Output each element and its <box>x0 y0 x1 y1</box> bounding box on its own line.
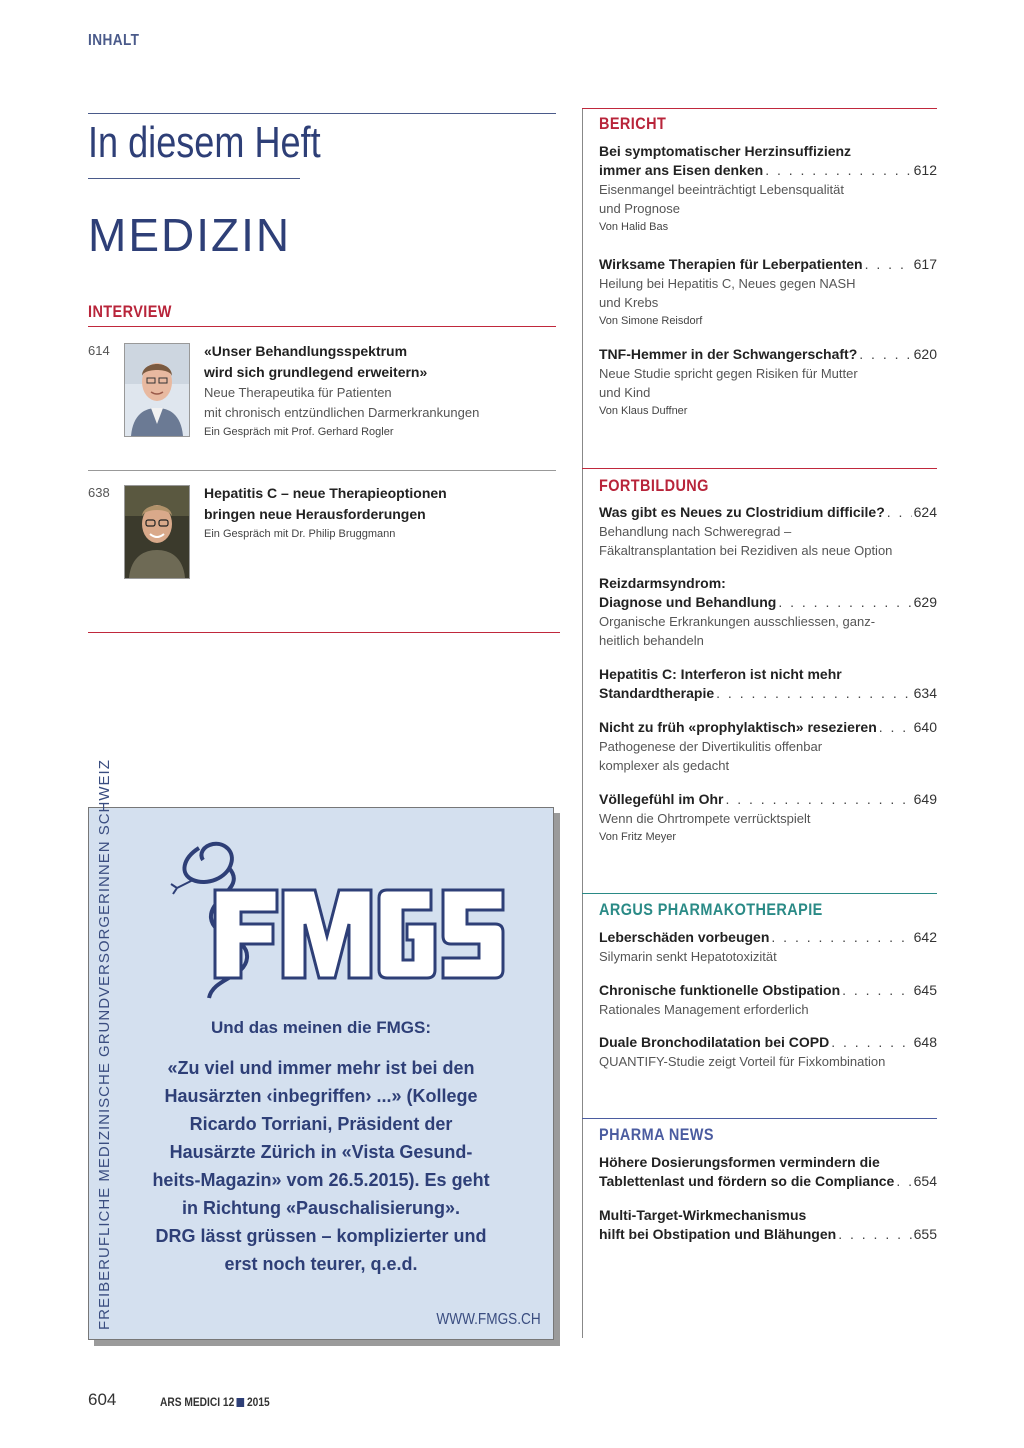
entry-title: Was gibt es Neues zu Clostridium difficile? <box>599 504 885 520</box>
interview-page-number: 638 <box>88 485 110 500</box>
pharma-rule <box>582 1118 937 1119</box>
entry-page: 654 <box>913 1173 937 1189</box>
entry-subtitle: komplexer als gedacht <box>599 758 730 773</box>
ad-url-link[interactable]: WWW.FMGS.CH <box>436 1311 541 1328</box>
magazine-name: ARS MEDICI 12 <box>160 1395 235 1409</box>
entry-subtitle: Heilung bei Hepatitis C, Neues gegen NASH <box>599 276 856 291</box>
interview-item[interactable] <box>204 341 479 441</box>
interview-rule <box>88 326 556 327</box>
entry-subtitle: und Kind <box>599 385 651 400</box>
page-title: In diesem Heft <box>88 118 321 167</box>
entry-page: 655 <box>913 1226 937 1242</box>
fortbildung-section-label: FORTBILDUNG <box>599 476 709 495</box>
entry-author: Von Simone Reisdorf <box>599 315 703 327</box>
interview-title-line: Hepatitis C – neue Therapieoptionen <box>204 485 447 501</box>
toc-entry[interactable] <box>599 1206 937 1244</box>
entry-author: Von Halid Bas <box>599 221 669 233</box>
quote-line: «Zu viel und immer mehr ist bei den <box>167 1058 475 1078</box>
entry-title: Diagnose und Behandlung <box>599 594 777 610</box>
top-rule-left <box>88 113 556 114</box>
entry-subtitle: und Krebs <box>599 295 659 310</box>
toc-entry[interactable] <box>599 503 937 560</box>
quote-line: Hausärzten ‹inbegriffen› ...» (Kollege <box>164 1086 478 1106</box>
entry-title: TNF-Hemmer in der Schwangerschaft? <box>599 346 858 362</box>
entry-subtitle: Behandlung nach Schweregrad – <box>599 524 792 539</box>
fmgs-ad[interactable] <box>88 759 554 1340</box>
footer-page-number: 604 <box>88 1390 117 1409</box>
entry-page: 649 <box>913 791 937 807</box>
entry-title: hilft bei Obstipation und Blähungen <box>599 1226 837 1242</box>
interview-page-number: 614 <box>88 343 110 358</box>
entry-subtitle: Rationales Management erforderlich <box>599 1002 809 1017</box>
interview-title-line: bringen neue Herausforderungen <box>204 506 426 522</box>
entry-title: Duale Bronchodilatation bei COPD <box>599 1034 830 1050</box>
entry-pre-title: Höhere Dosierungsformen vermindern die <box>599 1154 880 1170</box>
toc-entry[interactable] <box>599 928 937 966</box>
quote-line: DRG lässt grüssen – komplizierter und <box>155 1226 487 1246</box>
toc-entry[interactable] <box>599 981 937 1019</box>
fmgs-logo-icon <box>169 828 509 1008</box>
toc-entry[interactable] <box>599 790 937 846</box>
toc-entry[interactable] <box>599 1153 937 1191</box>
entry-page: 624 <box>913 504 937 520</box>
entry-pre-title: Multi-Target-Wirkmechanismus <box>599 1207 807 1223</box>
entry-page: 629 <box>913 594 937 610</box>
title-underline <box>88 178 300 179</box>
entry-subtitle: Pathogenese der Divertikulitis offenbar <box>599 739 823 754</box>
toc-entry[interactable] <box>599 574 937 650</box>
toc-entry[interactable] <box>599 1033 937 1071</box>
bericht-section-label: BERICHT <box>599 114 667 133</box>
entry-pre-title: Reizdarmsyndrom: <box>599 575 726 591</box>
entry-title: immer ans Eisen denken <box>599 162 764 178</box>
argus-rule <box>582 893 937 894</box>
quote-line: in Richtung «Pauschalisierung». <box>181 1198 461 1218</box>
entry-page: 612 <box>913 162 937 178</box>
ad-quote <box>109 1054 533 1278</box>
entry-title: Wirksame Therapien für Leberpatienten <box>599 256 863 272</box>
argus-section-label: ARGUS PHARMAKOTHERAPIE <box>599 900 823 919</box>
toc-entry[interactable] <box>599 665 937 703</box>
magazine-year: 2015 <box>247 1395 270 1409</box>
interview-subtitle-line: Neue Therapeutika für Patienten <box>204 385 392 400</box>
interview-author: Ein Gespräch mit Dr. Philip Bruggmann <box>204 528 396 540</box>
entry-title: Nicht zu früh «prophylaktisch» resezieren <box>599 719 877 735</box>
category-title: MEDIZIN <box>88 209 292 261</box>
interview-title-line: wird sich grundlegend erweitern» <box>204 364 428 380</box>
entry-page: 642 <box>913 929 937 945</box>
toc-entry[interactable] <box>599 345 937 420</box>
entry-page: 648 <box>913 1034 937 1050</box>
interview-title-line: «Unser Behandlungsspektrum <box>204 343 408 359</box>
entry-pre-title: Bei symptomatischer Herzinsuffizienz <box>599 143 852 159</box>
entry-page: 640 <box>913 719 937 735</box>
ad-side-text: FREIBERUFLICHE MEDIZINISCHE GRUNDVERSORGERINNEN SCHWEIZ <box>96 759 113 1330</box>
entry-title: Chronische funktionelle Obstipation <box>599 982 841 998</box>
interview-section-label: INTERVIEW <box>88 302 172 321</box>
entry-subtitle: Wenn die Ohrtrompete verrücktspielt <box>599 811 811 826</box>
entry-page: 617 <box>913 256 937 272</box>
portrait-photo <box>124 485 190 579</box>
entry-subtitle: Fäkaltransplantation bei Rezidiven als neue Option <box>599 543 893 558</box>
entry-subtitle: heitlich behandeln <box>599 633 704 648</box>
column-divider <box>582 108 583 1338</box>
entry-subtitle: Neue Studie spricht gegen Risiken für Mutter <box>599 366 858 381</box>
entry-subtitle: und Prognose <box>599 201 680 216</box>
quote-line: erst noch teurer, q.e.d. <box>224 1254 418 1274</box>
toc-entry[interactable] <box>599 718 937 775</box>
entry-title: Leberschäden vorbeugen <box>599 929 770 945</box>
quote-line: Hausärzte Zürich in «Vista Gesund- <box>169 1142 473 1162</box>
entry-subtitle: Silymarin senkt Hepatotoxizität <box>599 949 777 964</box>
entry-title: Völlegefühl im Ohr <box>599 791 724 807</box>
entry-title: Standardtherapie <box>599 685 715 701</box>
entry-subtitle: Organische Erkrankungen ausschliessen, ganz- <box>599 614 876 629</box>
interview-subtitle-line: mit chronisch entzündlichen Darmerkrankungen <box>204 405 480 420</box>
entry-page: 634 <box>913 685 937 701</box>
entry-title: Tablettenlast und fördern so die Compliance <box>599 1173 895 1189</box>
entry-author: Von Fritz Meyer <box>599 831 677 843</box>
portrait-photo <box>124 343 190 437</box>
section-label: INHALT <box>88 32 140 49</box>
entry-subtitle: QUANTIFY-Studie zeigt Vorteil für Fixkombination <box>599 1054 886 1069</box>
entry-page: 620 <box>913 346 937 362</box>
interview-item[interactable] <box>204 483 447 543</box>
toc-entry[interactable] <box>599 142 937 236</box>
fortbildung-rule <box>582 468 937 469</box>
ad-headline: Und das meinen die FMGS: <box>210 1018 432 1037</box>
quote-line: Ricardo Torriani, Präsident der <box>189 1114 453 1134</box>
footer-magazine <box>160 1395 270 1409</box>
pharma-section-label: PHARMA NEWS <box>599 1125 714 1144</box>
entry-pre-title: Hepatitis C: Interferon ist nicht mehr <box>599 666 842 682</box>
entry-subtitle: Eisenmangel beeinträchtigt Lebensqualität <box>599 182 845 197</box>
left-bottom-rule <box>88 632 560 633</box>
interview-author: Ein Gespräch mit Prof. Gerhard Rogler <box>204 426 394 438</box>
entry-page: 645 <box>913 982 937 998</box>
interview-divider <box>88 470 556 471</box>
square-icon <box>237 1398 245 1407</box>
toc-entry[interactable] <box>599 255 937 330</box>
quote-line: heits-Magazin» vom 26.5.2015). Es geht <box>152 1170 490 1190</box>
entry-author: Von Klaus Duffner <box>599 405 688 417</box>
bericht-rule <box>582 108 937 109</box>
